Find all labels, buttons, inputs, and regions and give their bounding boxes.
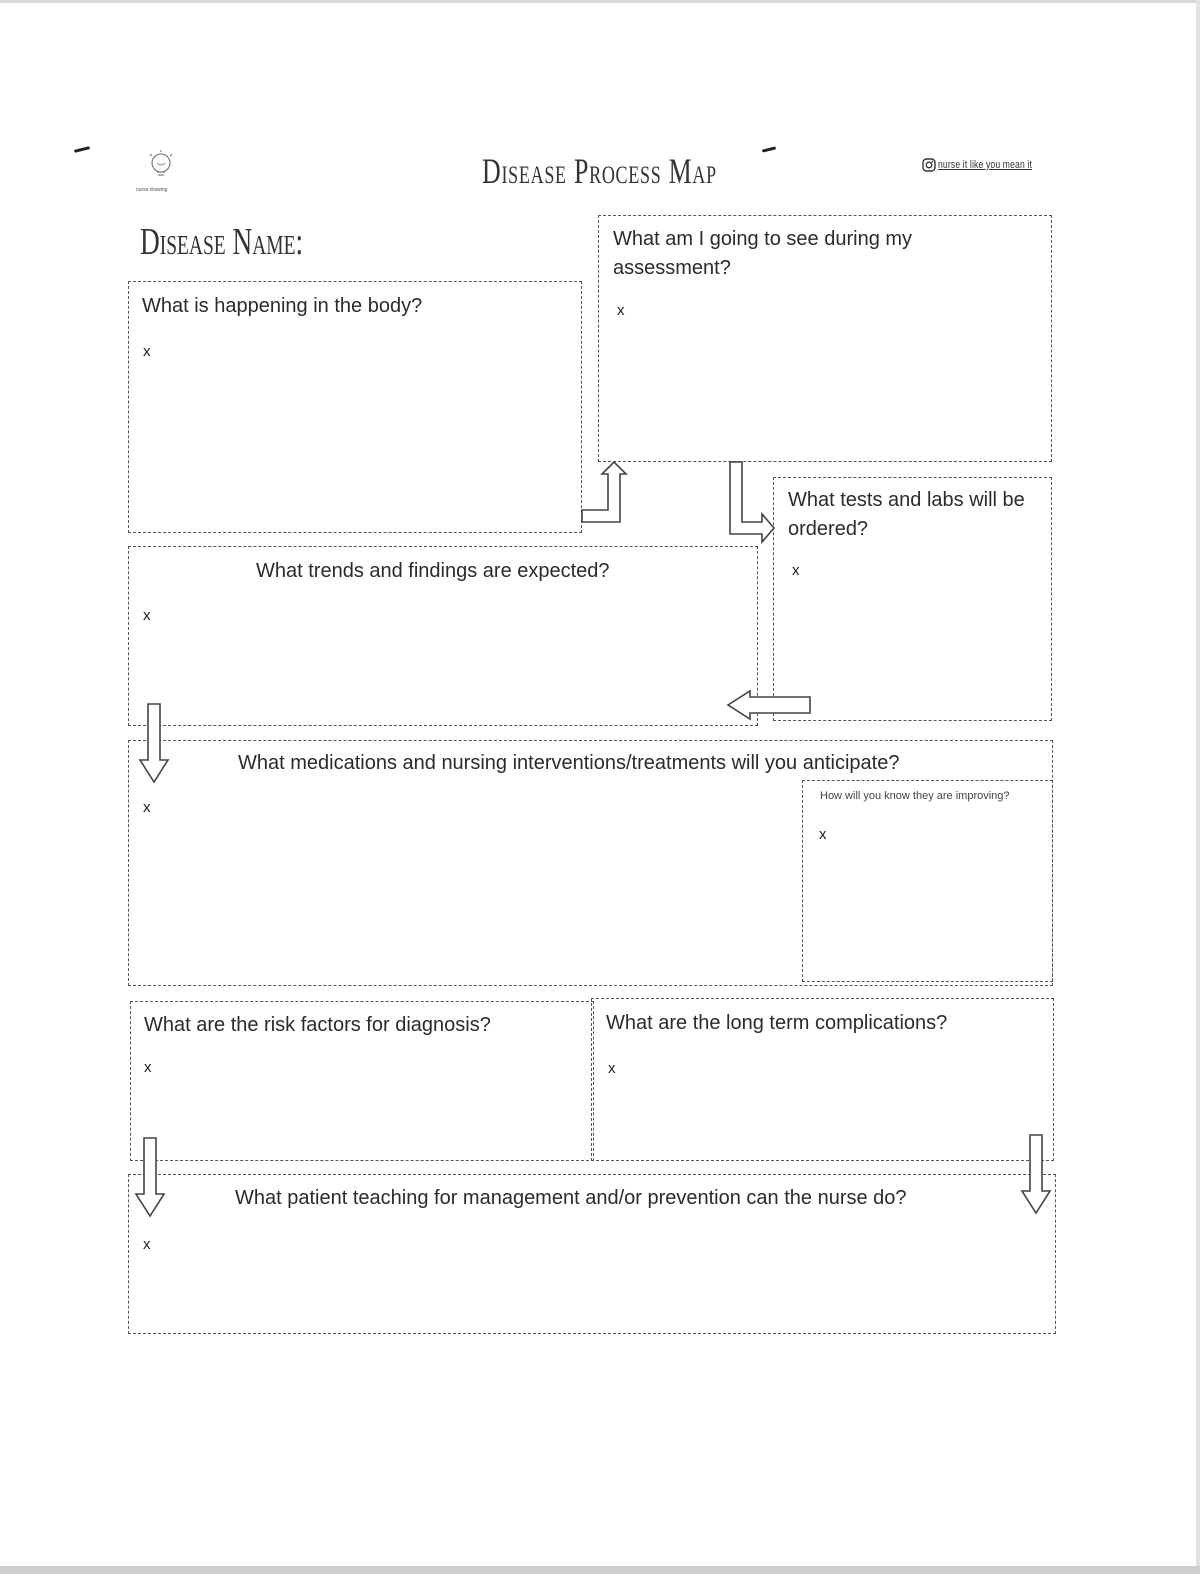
- logo-text: nurse drawing: [136, 187, 168, 193]
- disease-name-label: Disease Name:: [140, 221, 304, 263]
- stray-mark-left: [74, 146, 90, 153]
- medications-answer-field[interactable]: x: [143, 799, 151, 816]
- tests-question: What tests and labs will be ordered?: [788, 489, 1025, 540]
- tests-answer-field[interactable]: x: [792, 562, 800, 579]
- trends-question: What trends and findings are expected?: [256, 560, 610, 582]
- teaching-question: What patient teaching for management and/or prevention can the nurse do?: [235, 1187, 907, 1209]
- complications-question: What are the long term complications?: [606, 1012, 948, 1034]
- arrow-body-to-assessment-icon: [578, 460, 628, 526]
- page-edge-bottom: [0, 1566, 1200, 1574]
- arrow-tests-to-trends-icon: [724, 689, 814, 721]
- improving-box: [802, 780, 1053, 982]
- arrow-assessment-to-tests-icon: [726, 460, 778, 544]
- trends-answer-field[interactable]: x: [143, 607, 151, 624]
- assessment-answer-field[interactable]: x: [617, 302, 625, 319]
- teaching-answer-field[interactable]: x: [143, 1236, 151, 1253]
- page-edge-right: [1196, 0, 1200, 1574]
- risk-answer-field[interactable]: x: [144, 1059, 152, 1076]
- complications-answer-field[interactable]: x: [608, 1060, 616, 1077]
- body-question: What is happening in the body?: [142, 295, 423, 317]
- improving-answer-field[interactable]: x: [819, 826, 827, 843]
- stray-mark-center: [762, 146, 776, 152]
- arrow-risk-to-teaching-icon: [134, 1136, 166, 1220]
- handle-text: nurse it like you mean it: [938, 159, 1033, 171]
- body-answer-field[interactable]: x: [143, 343, 151, 360]
- instagram-icon: [922, 158, 936, 172]
- arrow-trends-to-medications-icon: [138, 702, 170, 786]
- page-edge-top: [0, 0, 1200, 3]
- assessment-question: What am I going to see during my assessment?: [613, 228, 913, 279]
- arrow-complications-to-teaching-icon: [1020, 1133, 1052, 1217]
- improving-question: How will you know they are improving?: [820, 790, 1010, 802]
- risk-question: What are the risk factors for diagnosis?: [144, 1014, 491, 1036]
- medications-question: What medications and nursing interventions/treatments will you anticipate?: [238, 752, 900, 774]
- page-title: Disease Process Map: [482, 151, 717, 191]
- social-handle: [922, 158, 1059, 172]
